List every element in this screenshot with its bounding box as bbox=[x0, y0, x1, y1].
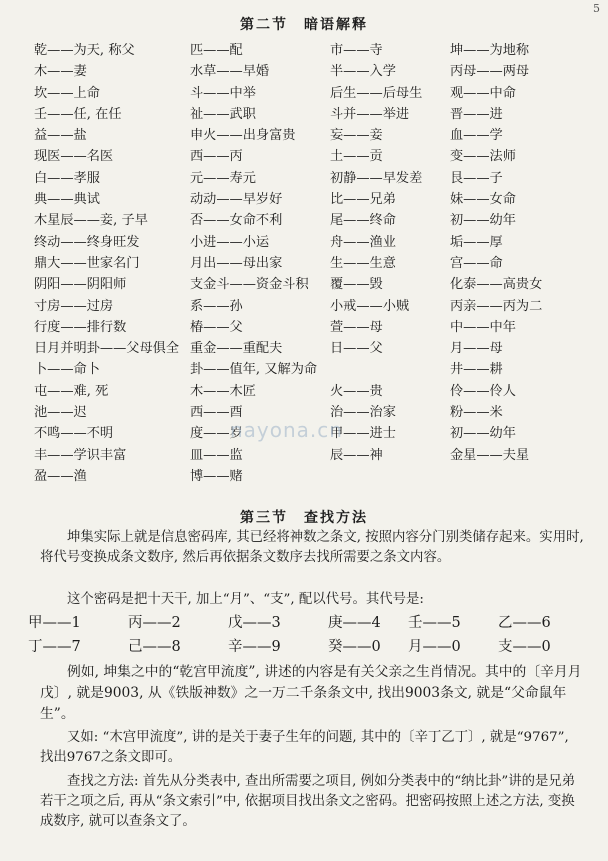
glossary-entry: 妹——女命 bbox=[450, 192, 516, 208]
glossary-entry: 水草——早婚 bbox=[190, 64, 270, 80]
glossary-entry: 中——中年 bbox=[450, 319, 516, 335]
glossary-entry: 月出——母出家 bbox=[190, 255, 283, 271]
glossary-row bbox=[0, 40, 608, 61]
glossary-entry: 皿——监 bbox=[190, 447, 243, 463]
glossary-entry: 观——中命 bbox=[450, 85, 516, 101]
glossary-row bbox=[0, 61, 608, 82]
glossary-entry: 坤——为地称 bbox=[450, 43, 530, 58]
glossary-row bbox=[0, 296, 608, 317]
glossary-row bbox=[0, 466, 608, 487]
glossary-row bbox=[0, 359, 608, 380]
code-entry: 癸——0 bbox=[328, 639, 381, 655]
glossary-row bbox=[0, 381, 608, 402]
glossary-entry: 化泰——高贵女 bbox=[450, 277, 543, 293]
glossary-entry: 益——盐 bbox=[34, 128, 87, 144]
code-entry: 丙——2 bbox=[128, 615, 181, 631]
glossary-entry: 覆——毁 bbox=[330, 277, 383, 293]
glossary-entry: 白——孝服 bbox=[34, 170, 100, 186]
glossary-entry: 变——法师 bbox=[450, 149, 516, 165]
glossary-entry: 重金——重配夫 bbox=[190, 341, 283, 357]
paragraph-example-2: 又如: “木宫甲流度”, 讲的是关于妻子生年的问题, 其中的〔辛丁乙丁〕, 就是“9767”, 找出9767之条文即可。 bbox=[40, 730, 569, 765]
glossary-row bbox=[0, 189, 608, 210]
glossary-entry: 盈——渔 bbox=[34, 468, 87, 484]
paragraph-code-desc: 这个密码是把十天干, 加上“月”、“支”, 配以代号。其代号是: bbox=[67, 592, 424, 607]
paragraph-example-1: 例如, 坤集之中的“乾宫甲流度”, 讲述的内容是有关父亲之生肖情况。其中的〔辛月月戊〕, 就是9003, 从《铁版神数》之一万二千条条文中, 找出9003条文, 就是“父命鼠年生”。 bbox=[40, 664, 582, 722]
code-entry: 庚——4 bbox=[328, 615, 381, 631]
glossary-entry: 火——贵 bbox=[330, 383, 383, 399]
glossary-entry: 小进——小运 bbox=[190, 234, 270, 250]
code-entry: 支——0 bbox=[498, 639, 551, 655]
code-entry: 丁——7 bbox=[28, 639, 81, 655]
glossary-entry: 艮——子 bbox=[450, 170, 503, 186]
glossary-entry: 斗并——举进 bbox=[330, 106, 410, 122]
glossary-row bbox=[0, 125, 608, 146]
glossary-entry: 壬——任, 在任 bbox=[34, 106, 122, 122]
watermark-text: nayona.cn bbox=[230, 418, 343, 442]
glossary-entry: 甲——进士 bbox=[330, 426, 396, 442]
glossary-entry: 比——兄弟 bbox=[330, 192, 396, 208]
glossary-entry: 西——丙 bbox=[190, 149, 243, 165]
code-entry: 乙——6 bbox=[498, 615, 551, 631]
glossary-entry: 系——孙 bbox=[190, 298, 243, 314]
glossary-row bbox=[0, 253, 608, 274]
glossary-entry: 匹——配 bbox=[190, 43, 243, 58]
glossary-entry: 木星辰——妾, 子早 bbox=[34, 213, 148, 229]
glossary-entry: 西——酉 bbox=[190, 405, 243, 421]
glossary-row bbox=[0, 104, 608, 125]
code-table-row-1 bbox=[28, 612, 588, 634]
glossary-entry: 晋——进 bbox=[450, 106, 503, 122]
glossary-entry: 阴阳——阴阳师 bbox=[34, 277, 127, 293]
glossary-entry: 丙母——两母 bbox=[450, 64, 530, 80]
glossary-entry: 终动——终身旺发 bbox=[34, 234, 140, 250]
glossary-row bbox=[0, 232, 608, 253]
glossary-row bbox=[0, 146, 608, 167]
glossary-entry: 鼎大——世家名门 bbox=[34, 255, 140, 271]
code-entry: 辛——9 bbox=[228, 639, 281, 655]
glossary-entry: 伶——伶人 bbox=[450, 383, 516, 399]
code-entry: 己——8 bbox=[128, 639, 181, 655]
paragraph-method: 查找之方法: 首先从分类表中, 查出所需要之项目, 例如分类表中的“纳比卦”讲的是兄弟若干之项之后, 再从“条文索引”中, 依据项目找出条文之密码。把密码按照上述之方法, 变换成数序, 就可以查条文了。 bbox=[40, 774, 576, 829]
glossary-entry: 尾——终命 bbox=[330, 213, 396, 229]
code-entry: 甲——1 bbox=[28, 615, 81, 631]
glossary-entry: 典——典试 bbox=[34, 192, 100, 208]
glossary-entry: 治——治家 bbox=[330, 405, 396, 421]
paragraph-intro: 坤集实际上就是信息密码库, 其已经将神数之条文, 按照内容分门别类储存起来。实用时, 将代号变换成条文数序, 然后再依据条文数序去找所需要之条文内容。 bbox=[40, 530, 584, 565]
glossary-entry: 丰——学识丰富 bbox=[34, 447, 127, 463]
glossary-entry: 申火——出身富贵 bbox=[190, 128, 296, 144]
glossary-entry: 坎——上命 bbox=[34, 85, 100, 101]
glossary-row bbox=[0, 445, 608, 466]
glossary-entry: 妄——妾 bbox=[330, 128, 383, 144]
glossary-entry: 不鸣——不明 bbox=[34, 426, 114, 442]
glossary-entry: 乾——为天, 称父 bbox=[34, 43, 135, 58]
glossary-entry: 舟——渔业 bbox=[330, 234, 396, 250]
section2-title: 第二节 暗语解释 bbox=[240, 17, 368, 33]
glossary-entry: 卦——值年, 又解为命 bbox=[190, 362, 318, 378]
glossary-entry: 井——耕 bbox=[450, 362, 503, 378]
glossary-entry: 木——妻 bbox=[34, 64, 87, 80]
glossary-row bbox=[0, 83, 608, 104]
code-entry: 壬——5 bbox=[408, 615, 461, 631]
glossary-entry: 萱——母 bbox=[330, 319, 383, 335]
glossary-row bbox=[0, 168, 608, 189]
glossary-entry: 粉——米 bbox=[450, 405, 503, 421]
glossary-entry: 卜——命卜 bbox=[34, 362, 100, 378]
code-entry: 月——0 bbox=[408, 639, 461, 655]
code-entry: 戊——3 bbox=[228, 615, 281, 631]
glossary-entry: 初静——早发差 bbox=[330, 170, 423, 186]
glossary-entry: 血——学 bbox=[450, 128, 503, 144]
glossary-entry: 屯——难, 死 bbox=[34, 383, 109, 399]
code-table-row-2 bbox=[28, 636, 588, 658]
glossary-entry: 现医——名医 bbox=[34, 149, 114, 165]
glossary-entry: 后生——后母生 bbox=[330, 85, 423, 101]
glossary-entry: 度——岁 bbox=[190, 426, 243, 442]
glossary-entry: 支金斗——资金斗积 bbox=[190, 277, 309, 293]
glossary-row bbox=[0, 274, 608, 295]
glossary-entry: 动动——早岁好 bbox=[190, 192, 283, 208]
glossary-entry: 元——寿元 bbox=[190, 170, 256, 186]
glossary-entry: 初——幼年 bbox=[450, 426, 516, 442]
glossary-entry: 半——入学 bbox=[330, 64, 396, 80]
glossary-entry: 生——生意 bbox=[330, 255, 396, 271]
glossary-entry: 宫——命 bbox=[450, 255, 503, 271]
glossary-entry: 垢——厚 bbox=[450, 234, 503, 250]
section3-title: 第三节 查找方法 bbox=[240, 510, 368, 526]
glossary-entry: 辰——神 bbox=[330, 447, 383, 463]
glossary-entry: 祉——武职 bbox=[190, 106, 256, 122]
glossary-entry: 月——母 bbox=[450, 341, 503, 357]
glossary-entry: 日——父 bbox=[330, 341, 383, 357]
glossary-entry: 金星——夫星 bbox=[450, 447, 530, 463]
glossary-entry: 行度——排行数 bbox=[34, 319, 127, 335]
glossary-entry: 池——迟 bbox=[34, 405, 87, 421]
glossary-entry: 丙亲——丙为二 bbox=[450, 298, 543, 314]
page-corner-mark: 5 bbox=[593, 2, 600, 15]
glossary-entry: 否——女命不利 bbox=[190, 213, 283, 229]
glossary-entry: 椿——父 bbox=[190, 319, 243, 335]
glossary-row bbox=[0, 317, 608, 338]
glossary-entry: 寸房——过房 bbox=[34, 298, 114, 314]
glossary-entry: 木——木匠 bbox=[190, 383, 256, 399]
glossary-entry: 日月并明卦——父母俱全 bbox=[34, 341, 180, 357]
glossary-row bbox=[0, 210, 608, 231]
glossary-entry: 土——贡 bbox=[330, 149, 383, 165]
glossary-entry: 斗——中举 bbox=[190, 85, 256, 101]
glossary-entry: 小戒——小贼 bbox=[330, 298, 410, 314]
glossary-row bbox=[0, 338, 608, 359]
glossary-entry: 初——幼年 bbox=[450, 213, 516, 229]
glossary-entry: 市——寺 bbox=[330, 43, 383, 58]
glossary-entry: 博——赌 bbox=[190, 468, 243, 484]
